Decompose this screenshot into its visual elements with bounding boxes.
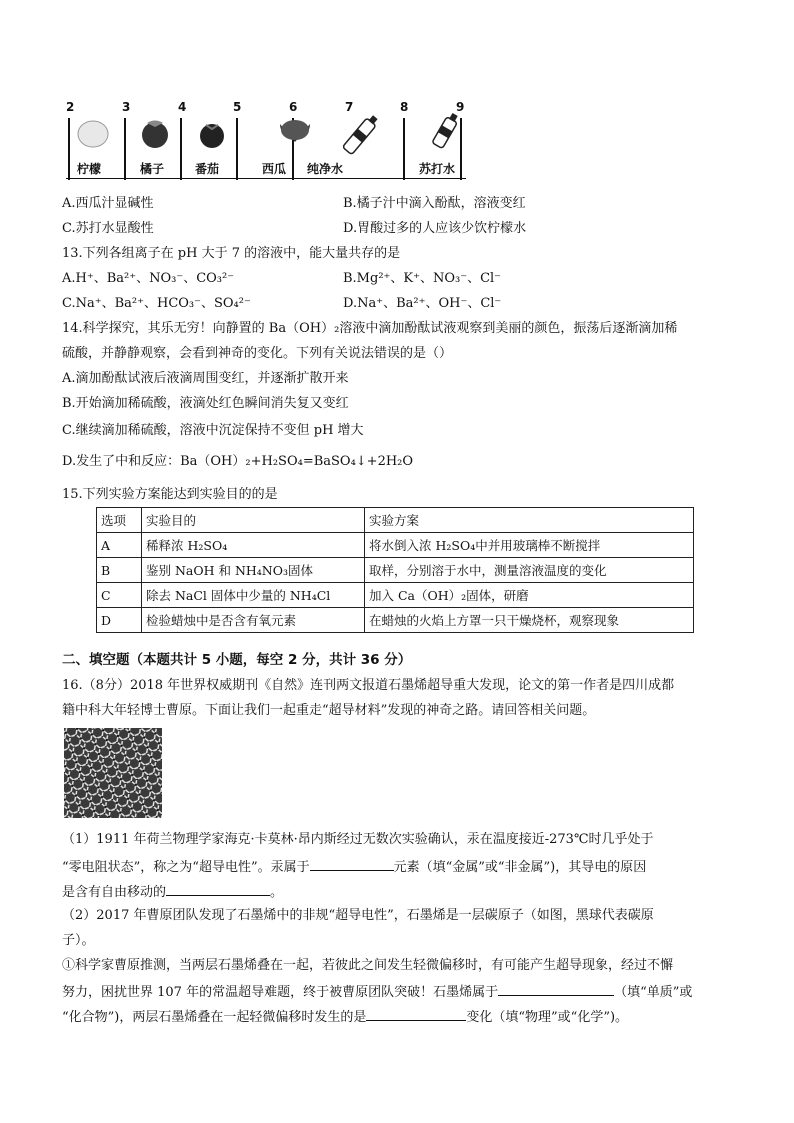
table-cell: 在蜡烛的火焰上方罩一只干燥烧杯，观察现象 bbox=[365, 608, 694, 633]
table-cell: C bbox=[97, 583, 142, 608]
q12-option-c: C.苏打水显酸性 bbox=[62, 221, 154, 236]
ph-number: 2 bbox=[66, 100, 75, 114]
q14-stem-line2: 硫酸，并静静观察，会看到神奇的变化。下列有关说法错误的是（） bbox=[62, 346, 453, 361]
q16-part1-text: 。 bbox=[270, 885, 284, 900]
ph-number: 8 bbox=[400, 100, 409, 114]
q13-option-b: B.Mg²⁺、K⁺、NO₃⁻、Cl⁻ bbox=[343, 271, 502, 286]
answer-blank-4[interactable] bbox=[366, 1006, 466, 1021]
q16-stem-line2: 籍中科大年轻博士曹原。下面让我们一起重走“超导材料”发现的神奇之路。请回答相关问题。 bbox=[62, 703, 596, 718]
table-cell: B bbox=[97, 558, 142, 583]
q16-part3-text: （填“单质”或 bbox=[614, 985, 693, 1000]
table-cell: 稀释浓 H₂SO₄ bbox=[142, 533, 365, 558]
q16-part3-line3 bbox=[62, 1006, 628, 1028]
table-cell: 将水倒入浓 H₂SO₄中并用玻璃棒不断搅拌 bbox=[365, 533, 694, 558]
q13-option-d: D.Na⁺、Ba²⁺、OH⁻、Cl⁻ bbox=[343, 296, 502, 311]
q15-stem: 15.下列实验方案能达到实验目的的是 bbox=[62, 487, 278, 502]
q16-part3-text: 变化（填“物理”或“化学”)。 bbox=[466, 1010, 629, 1025]
q12-option-b: B.橘子汁中滴入酚酞，溶液变红 bbox=[343, 196, 526, 211]
ph-label: 番茄 bbox=[195, 162, 220, 176]
table-header-cell: 选项 bbox=[97, 508, 142, 533]
table-cell: D bbox=[97, 608, 142, 633]
q13-stem: 13.下列各组离子在 pH 大于 7 的溶液中，能大量共存的是 bbox=[62, 246, 401, 261]
ph-label: 西瓜 bbox=[262, 162, 287, 176]
q12-option-d: D.胃酸过多的人应该少饮柠檬水 bbox=[343, 221, 527, 236]
q16-part3-line1: ①科学家曹原推测，当两层石墨烯叠在一起，若彼此之间发生轻微偏移时，有可能产生超导现象，经过不懈 bbox=[62, 958, 674, 973]
table-cell: 取样，分别溶于水中，测量溶液温度的变化 bbox=[365, 558, 694, 583]
q16-part2-line2: 子）。 bbox=[62, 933, 95, 948]
ph-baseline bbox=[66, 178, 466, 179]
soda-bottle-icon bbox=[432, 112, 460, 149]
tomato-icon bbox=[200, 124, 224, 148]
ph-number: 5 bbox=[233, 100, 242, 114]
q14-option-b: B.开始滴加稀硫酸，液滴处红色瞬间消失复又变红 bbox=[62, 396, 349, 411]
q14-option-d: D.发生了中和反应：Ba（OH）₂+H₂SO₄=BaSO₄↓+2H₂O bbox=[62, 454, 414, 469]
q16-part3-text: 努力，困扰世界 107 年的常温超导难题，终于被曹原团队突破！石墨烯属于 bbox=[62, 985, 499, 1000]
q16-stem-line1: 16.（8分）2018 年世界权威期刊《自然》连刊两文报道石墨烯超导重大发现，论文的第一作者是四川成都 bbox=[62, 678, 675, 693]
table-row bbox=[97, 608, 694, 633]
table-cell: A bbox=[97, 533, 142, 558]
q16-part1-line3 bbox=[62, 881, 283, 903]
q16-part2-line1: （2）2017 年曹原团队发现了石墨烯中的非规“超导电性”，石墨烯是一层碳原子（如图，黑球代表碳原 bbox=[62, 908, 654, 923]
q16-part3-line2 bbox=[62, 981, 692, 1003]
table-cell: 检验蜡烛中是否含有氧元素 bbox=[142, 608, 365, 633]
ph-number: 9 bbox=[456, 100, 465, 114]
q13-option-a: A.H⁺、Ba²⁺、NO₃⁻、CO₃²⁻ bbox=[62, 271, 235, 286]
table-header-cell: 实验目的 bbox=[142, 508, 365, 533]
ph-label: 柠檬 bbox=[77, 162, 102, 176]
table-row bbox=[97, 558, 694, 583]
table-row bbox=[97, 533, 694, 558]
q16-part3-text: “化合物”)，两层石墨烯叠在一起轻微偏移时发生的是 bbox=[62, 1010, 367, 1025]
ph-label: 苏打水 bbox=[419, 162, 456, 176]
q13-option-c: C.Na⁺、Ba²⁺、HCO₃⁻、SO₄²⁻ bbox=[62, 296, 251, 311]
ph-number: 4 bbox=[178, 100, 187, 114]
answer-blank-3[interactable] bbox=[498, 981, 614, 996]
ph-label: 纯净水 bbox=[307, 162, 344, 176]
ph-number: 7 bbox=[345, 100, 354, 114]
answer-blank-1[interactable] bbox=[310, 856, 394, 871]
table-header-row bbox=[97, 508, 694, 533]
table-cell: 加入 Ca（OH）₂固体，研磨 bbox=[365, 583, 694, 608]
table-cell: 鉴别 NaOH 和 NH₄NO₃固体 bbox=[142, 558, 365, 583]
q14-option-c: C.继续滴加稀硫酸，溶液中沉淀保持不变但 pH 增大 bbox=[62, 423, 364, 438]
ph-label: 橘子 bbox=[140, 162, 165, 176]
q16-part1-text: 是含有自由移动的 bbox=[62, 885, 167, 900]
q16-part1-text: “零电阻状态”，称之为“超导电性”。汞属于 bbox=[62, 860, 310, 875]
ph-number: 3 bbox=[122, 100, 131, 114]
q16-part1-line1: （1）1911 年荷兰物理学家海克·卡莫林·昂内斯经过无数次实验确认，汞在温度接近-273℃时几乎处于 bbox=[62, 832, 654, 847]
q14-stem-line1: 14.科学探究，其乐无穷！向静置的 Ba（OH）₂溶液中滴加酚酞试液观察到美丽的颜色，振荡后逐渐滴加稀 bbox=[62, 321, 678, 336]
water-bottle-icon bbox=[342, 113, 379, 154]
lemon-icon bbox=[78, 121, 108, 147]
q12-option-a: A.西瓜汁显碱性 bbox=[62, 196, 154, 211]
graphene-image bbox=[64, 728, 162, 818]
table-row bbox=[97, 583, 694, 608]
q14-option-a: A.滴加酚酞试液后液滴周围变红，并逐渐扩散开来 bbox=[62, 371, 349, 386]
table-cell: 除去 NaCl 固体中少量的 NH₄Cl bbox=[142, 583, 365, 608]
q16-part1-line2 bbox=[62, 856, 646, 878]
table-header-cell: 实验方案 bbox=[365, 508, 694, 533]
q15-table bbox=[96, 507, 694, 633]
section-heading: 二、填空题（本题共计 5 小题，每空 2 分，共计 36 分） bbox=[62, 652, 412, 668]
answer-blank-2[interactable] bbox=[166, 881, 270, 896]
ph-number: 6 bbox=[289, 100, 298, 114]
q16-part1-text: 元素（填“金属”或“非金属”)，其导电的原因 bbox=[393, 860, 647, 875]
